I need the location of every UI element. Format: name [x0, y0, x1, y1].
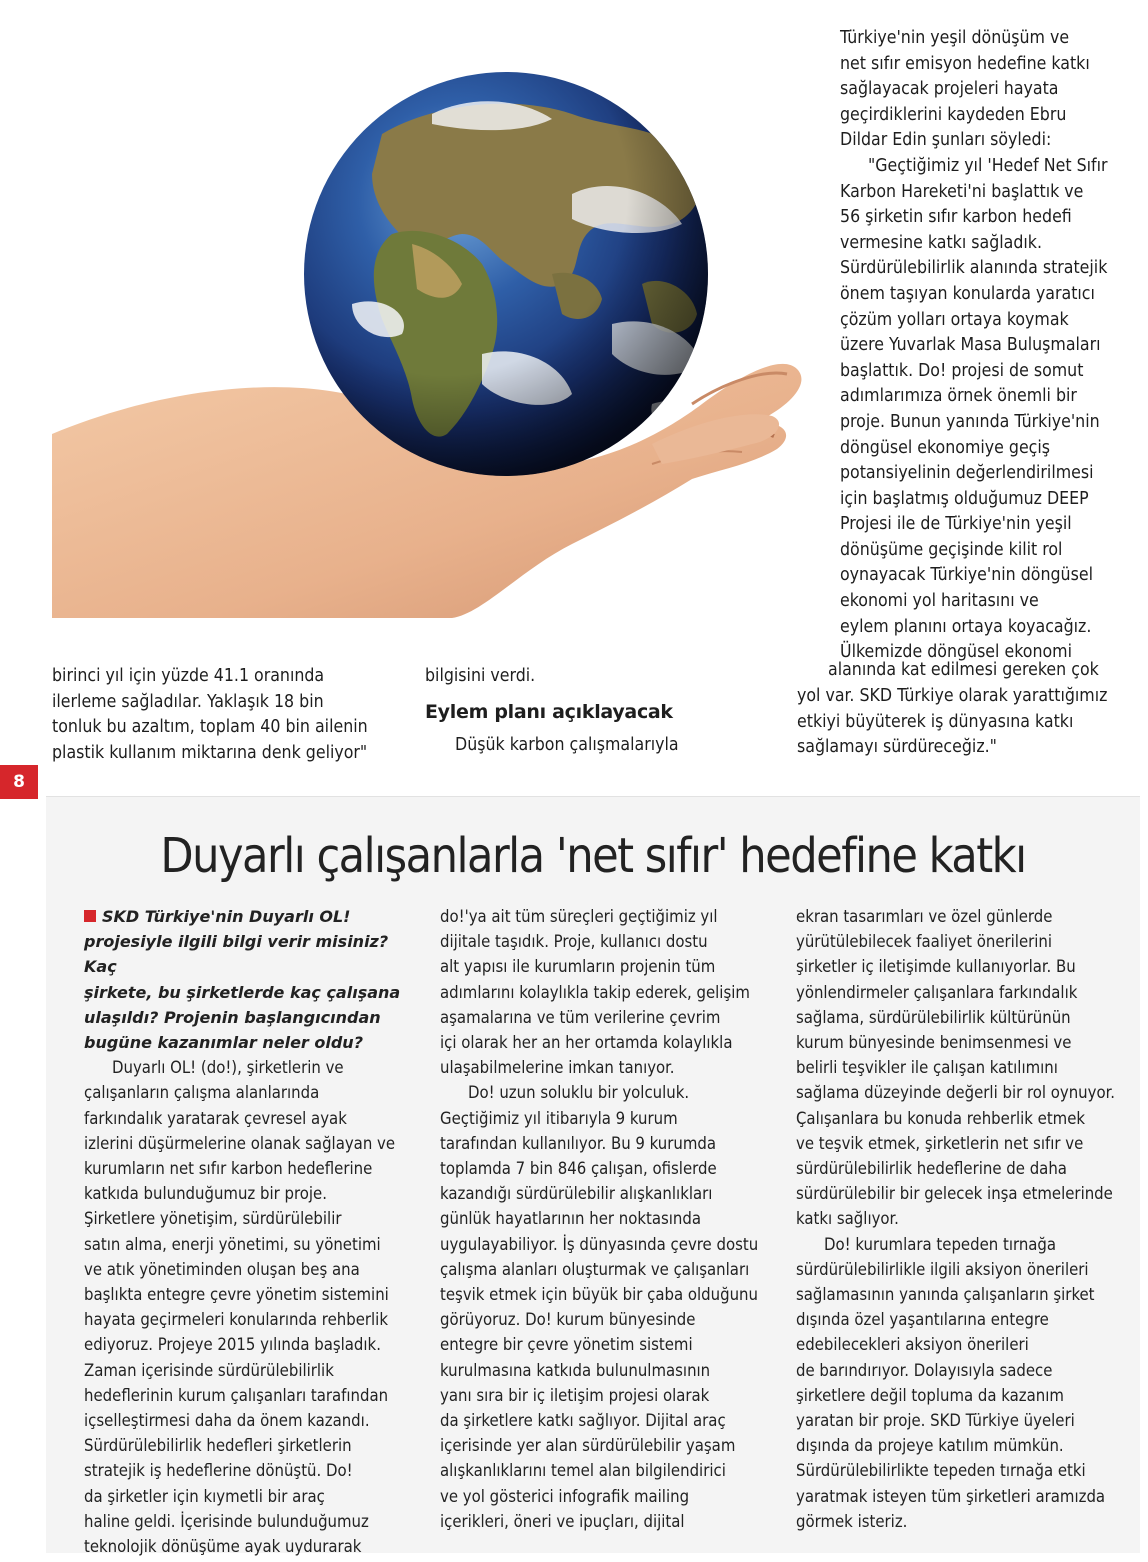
question-text: SKD Türkiye'nin Duyarlı OL! projesiyle ilgili bilgi verir misiniz? Kaç şirkete, bu şirketlerde kaç çalışana ulaşıldı? Projenin başlangıcından bugüne kazanımlar neler oldu? [84, 907, 401, 1053]
article-column-1 [84, 904, 404, 1559]
text-line: alanında kat edilmesi gereken çok [828, 660, 1099, 680]
paragraph: bilgisini verdi. [425, 666, 536, 686]
hand-holding-globe-image [52, 24, 812, 618]
article-column-2 [440, 904, 760, 1534]
text-line: yol var. SKD Türkiye olarak yarattığımız etkiyi büyüterek iş dünyasına katkı sağlamayı sürdüreceğiz." [797, 686, 1108, 758]
article-headline: Duyarlı çalışanlarla 'net sıfır' hedefine katkı [160, 828, 1026, 884]
paragraph: ekran tasarımları ve özel günlerde yürütülebilecek faaliyet önerilerini şirketler iç iletişimde kullanıyorlar. Bu yönlendirmeler çalışanlara farkındalık sağlama, sürdürülebilirlik kültürünün kurum bünyesinde benimsenmesi ve belirli teşvikler ile çalışan katılımını sağlama düzeyinde değerli bir rol oynuyor. Çalışanlara bu konuda rehberlik etmek ve teşvik etmek, şirketlerin net sıfır ve sürdürülebilirlik hedeflerine de daha sürdürülebilir bir gelecek inşa etmelerinde katkı sağlıyor. [796, 907, 1115, 1229]
red-square-icon [84, 910, 96, 922]
article-column-3 [796, 904, 1126, 1534]
page-number-badge: 8 [0, 765, 38, 799]
right-column-text [840, 26, 1140, 666]
quote-paragraph: "Geçtiğimiz yıl 'Hedef Net Sıfır Karbon Hareketi'ni başlattık ve 56 şirketin sıfır karbon hedefi vermesine katkı sağladık. Sürdürülebilirlik alanında stratejik önem taşıyan konularda yaratıcı çözüm yolları ortaya koymak üzere Yuvarlak Masa Buluşmaları başlattık. Do! projesi de somut adımlarımıza örnek önemli bir proje. Bunun yanında Türkiye'nin döngüsel ekonomiye geçiş potansiyelinin değerlendirilmesi için başlatmış olduğumuz DEEP Projesi ile de Türkiye'nin yeşil dönüşüme geçişinde kilit rol oynayacak Türkiye'nin döngüsel ekonomi yol haritasını ve eylem planını ortaya koyacağız. Ülkemizde döngüsel ekonomi [840, 155, 1108, 663]
paragraph: Düşük karbon çalışmalarıyla [455, 735, 679, 756]
interview-question [84, 904, 404, 1055]
subheading: Eylem planı açıklayacak [425, 700, 673, 723]
text-column [425, 664, 755, 759]
paragraph: do!'ya ait tüm süreçleri geçtiğimiz yıl dijitale taşıdık. Proje, kullanıcı dostu alt yapısı ile kurumların projenin tüm adımlarını kolaylıkla takip ederek, gelişim aşamalarına ve tüm verilerine çevrim içi olarak her an her ortamda kolaylıkla ulaşabilmelerine imkan tanıyor. [440, 907, 750, 1078]
paragraph: Do! kurumlara tepeden tırnağa sürdürülebilirlikle ilgili aksiyon önerileri sağlamasının yanında çalışanların şirket dışında özel yaşantılarına entegre edebilecekleri aksiyon önerileri de barındırıyor. Dolayısıyla sadece şirketlere değil topluma da kazanım yaratan bir proje. SKD Türkiye üyeleri dışında da projeye katılım mümkün. Sürdürülebilirlikte tepeden tırnağa etki yaratmak isteyen tüm şirketleri aramızda görmek isteriz. [796, 1234, 1106, 1531]
paragraph: Duyarlı OL! (do!), şirketlerin ve çalışanların çalışma alanlarında farkındalık yaratarak çevresel ayak izlerini düşürmelerine olanak sağlayan ve kurumların net sıfır karbon hedeflerine katkıda bulunduğumuz bir proje. Şirketlere yönetişim, sürdürülebilir satın alma, enerji yönetimi, su yönetimi ve atık yönetiminden oluşan beş ana başlıkta entegre çevre yönetim sistemini hayata geçirmeleri konularında rehberlik ediyoruz. Projeye 2015 yılında başladık. Zaman içerisinde sürdürülebilirlik hedeflerinin kurum çalışanları tarafından içselleştirmesi daha da önem kazandı. Sürdürülebilirlik hedefleri şirketlerin stratejik iş hedeflerine dönüştü. Do! da şirketler için kıymetli bir araç haline geldi. İçerisinde bulunduğumuz teknolojik dönüşüme ayak uydurarak [84, 1058, 396, 1557]
paragraph: Türkiye'nin yeşil dönüşüm ve net sıfır emisyon hedefine katkı sağlayacak projeleri hayata geçirdiklerini kaydeden Ebru Dildar Edin şunları söyledi: [840, 28, 1090, 151]
paragraph: Do! uzun soluklu bir yolculuk. Geçtiğimiz yıl itibarıyla 9 kurum tarafından kullanılıyor. Bu 9 kurumda toplamda 7 bin 846 çalışan, ofislerde kazandığı sürdürülebilir alışkanlıkları günlük hayatlarının her noktasında uygulayabiliyor. İş dünyasında çevre dostu çalışma alanları oluşturmak ve çalışanları teşvik etmek için büyük bir çaba olduğunu görüyoruz. Do! kurum bünyesinde entegre bir çevre yönetim sistemi kurulmasına katkıda bulunulmasının yanı sıra bir iç iletişim projesi olarak da şirketlere katkı sağlıyor. Dijital araç içerisinde yer alan sürdürülebilir yaşam alışkanlıklarını temel alan bilgilendirici ve yol gösterici infografik mailing içerikleri, öneri ve ipuçları, dijital [440, 1083, 759, 1531]
text-column: birinci yıl için yüzde 41.1 oranında ilerleme sağladılar. Yaklaşık 18 bin tonluk bu azaltım, toplam 40 bin ailenin plastik kullanım miktarına denk geliyor" [52, 666, 368, 763]
